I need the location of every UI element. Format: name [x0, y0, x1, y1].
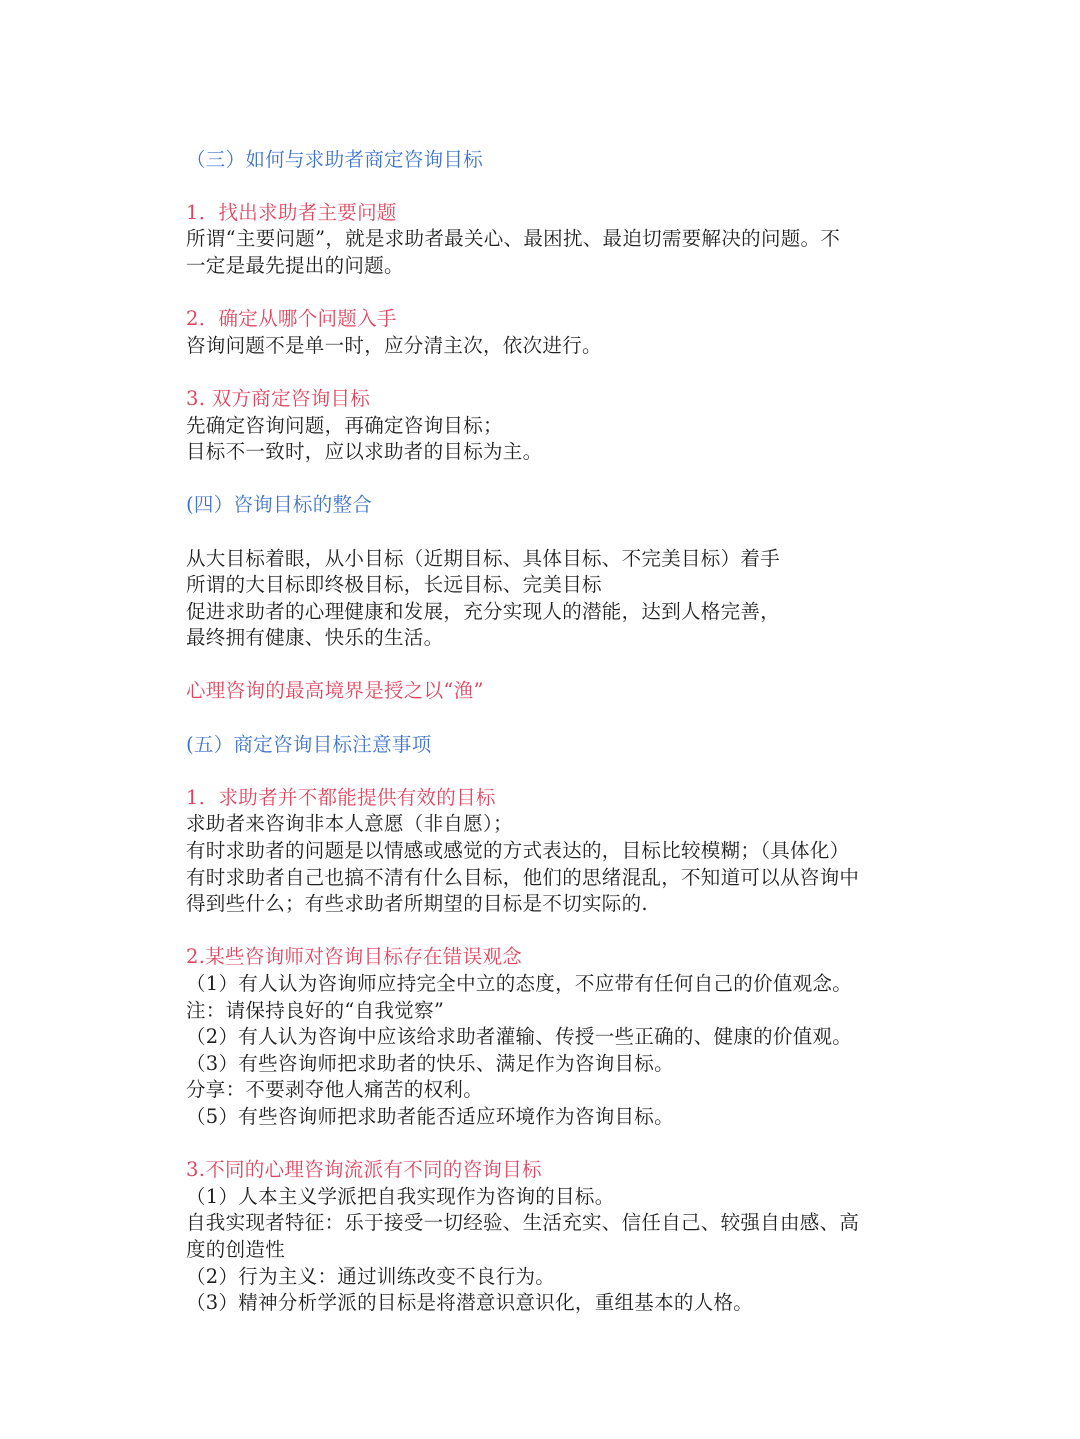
- blank-line: [186, 466, 1080, 493]
- heading-red-line: 3.不同的心理咨询流派有不同的咨询目标: [186, 1158, 542, 1182]
- blank-line: [186, 280, 1080, 307]
- blank-line: [186, 652, 1080, 679]
- body-text-line: （1）有人认为咨询师应持完全中立的态度，不应带有任何自己的价值观念。: [186, 972, 853, 995]
- body-text-line: 一定是最先提出的问题。: [186, 253, 404, 277]
- blank-line: [186, 519, 1080, 546]
- body-text-line: 度的创造性: [186, 1237, 286, 1261]
- body-text-line: 促进求助者的心理健康和发展，充分实现人的潜能，达到人格完善，: [186, 599, 781, 623]
- body-text-line: 自我实现者特征：乐于接受一切经验、生活充实、信任自己、较强自由感、高: [186, 1211, 860, 1235]
- heading-blue-line: （三）如何与求助者商定咨询目标: [186, 147, 484, 171]
- heading-red-line: 1．找出求助者主要问题: [186, 200, 397, 224]
- blank-line: [186, 120, 1080, 147]
- body-text-line: （2）有人认为咨询中应该给求助者灌输、传授一些正确的、健康的价值观。: [186, 1025, 853, 1049]
- body-text-line: 先确定咨询问题，再确定咨询目标；: [186, 413, 503, 437]
- heading-blue-line: (四）咨询目标的整合: [186, 493, 373, 517]
- body-text-line: 最终拥有健康、快乐的生活。: [186, 626, 444, 650]
- body-text-line: （2）行为主义：通过训练改变不良行为。: [186, 1264, 556, 1288]
- heading-red-line: 2．确定从哪个问题入手: [186, 307, 397, 331]
- body-text-line: 得到些什么；有些求助者所期望的目标是不切实际的.: [186, 892, 648, 916]
- body-text-line: （3）精神分析学派的目标是将潜意识意识化，重组基本的人格。: [186, 1291, 754, 1315]
- body-text-line: （5）有些咨询师把求助者能否适应环境作为咨询目标。: [186, 1104, 674, 1128]
- heading-red-line: 1．求助者并不都能提供有效的目标: [186, 785, 496, 809]
- body-text-line: 分享：不要剥夺他人痛苦的权利。: [186, 1078, 484, 1102]
- body-text-line: 所谓的大目标即终极目标，长远目标、完美目标: [186, 573, 602, 597]
- body-text-line: 所谓“主要问题”，就是求助者最关心、最困扰、最迫切需要解决的问题。不: [186, 227, 841, 251]
- body-text-line: 有时求助者的问题是以情感或感觉的方式表达的，目标比较模糊；（具体化）: [186, 839, 850, 863]
- blank-line: [186, 173, 1080, 200]
- heading-red-line: 2.某些咨询师对咨询目标存在错误观念: [186, 945, 523, 969]
- blank-line: [186, 359, 1080, 386]
- body-text-line: （1）人本主义学派把自我实现作为咨询的目标。: [186, 1184, 615, 1208]
- body-text-line: 从大目标着眼，从小目标（近期目标、具体目标、不完美目标）着手: [186, 546, 781, 570]
- body-text-line: （3）有些咨询师把求助者的快乐、满足作为咨询目标。: [186, 1051, 674, 1075]
- blank-line: [186, 758, 1080, 785]
- body-text-line: 有时求助者自己也搞不清有什么目标，他们的思绪混乱，不知道可以从咨询中: [186, 865, 860, 889]
- heading-red-line: 3. 双方商定咨询目标: [186, 386, 371, 410]
- blank-line: [186, 1131, 1080, 1158]
- blank-line: [186, 705, 1080, 732]
- heading-red-line: 心理咨询的最高境界是授之以“渔”: [186, 679, 484, 703]
- body-text-line: 咨询问题不是单一时，应分清主次，依次进行。: [186, 333, 602, 357]
- body-text-line: 注：请保持良好的“自我觉察”: [186, 998, 445, 1022]
- blank-line: [186, 918, 1080, 945]
- heading-blue-line: (五）商定咨询目标注意事项: [186, 732, 432, 756]
- body-text-line: 求助者来咨询非本人意愿（非自愿）；: [186, 812, 513, 836]
- body-text-line: 目标不一致时，应以求助者的目标为主。: [186, 440, 543, 464]
